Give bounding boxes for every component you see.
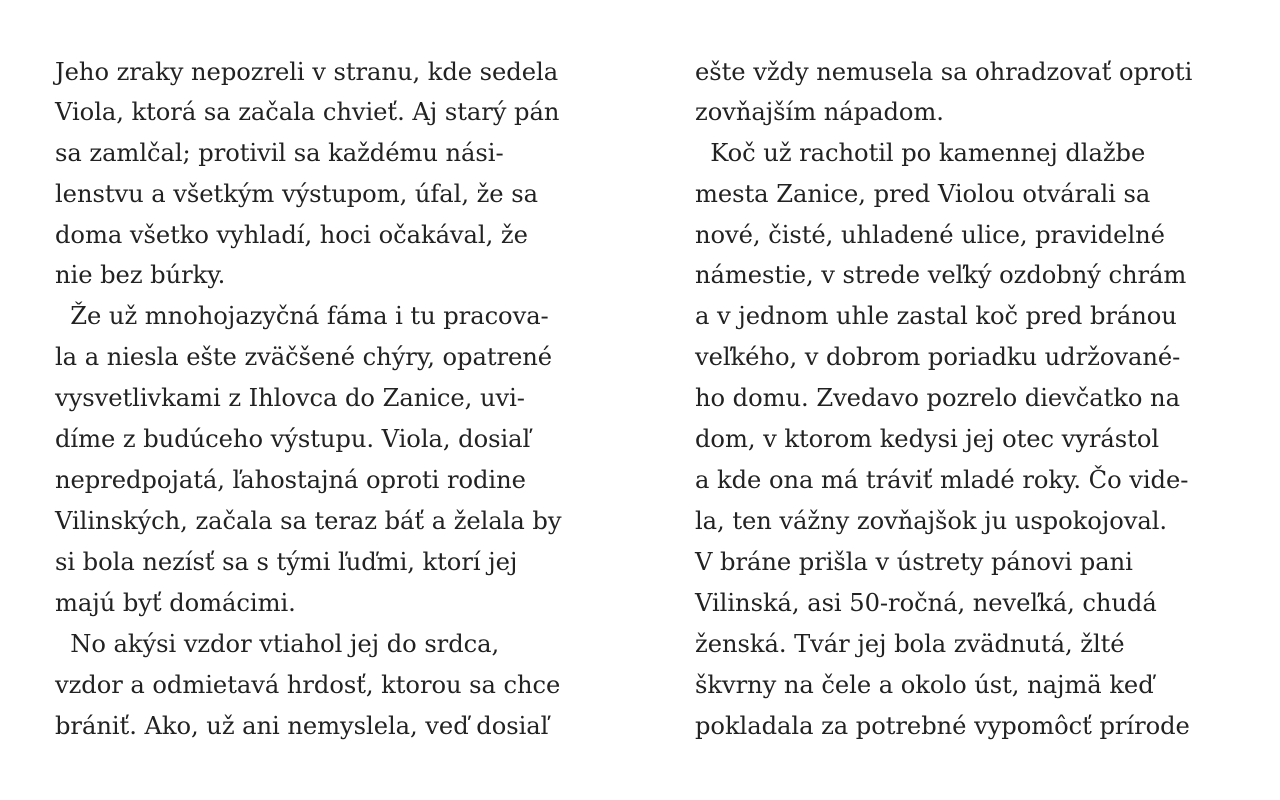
text-line: la a niesla ešte zväčšené chýry, opatrené — [55, 343, 553, 371]
text-line: a kde ona má tráviť mladé roky. Čo vide- — [695, 466, 1189, 494]
left-page — [55, 0, 615, 800]
text-line: Jeho zraky nepozreli v stranu, kde sedela — [55, 58, 559, 86]
text-line: vzdor a odmietavá hrdosť, ktorou sa chce — [55, 671, 561, 699]
text-line: pokladala za potrebné vypomôcť prírode — [695, 712, 1190, 740]
text-line: díme z budúceho výstupu. Viola, dosiaľ — [55, 425, 531, 453]
right-page — [695, 0, 1255, 800]
text-line: V bráne prišla v ústrety pánovi pani — [695, 548, 1133, 576]
text-line: majú byť domácimi. — [55, 589, 296, 617]
text-line: nové, čisté, uhladené ulice, pravidelné — [695, 221, 1165, 249]
text-line: Koč už rachotil po kamennej dlažbe — [695, 139, 1146, 167]
text-line: a v jednom uhle zastal koč pred bránou — [695, 302, 1177, 330]
text-line: doma všetko vyhladí, hoci očakával, že — [55, 221, 528, 249]
text-line: dom, v ktorom kedysi jej otec vyrástol — [695, 425, 1160, 453]
text-line: nie bez búrky. — [55, 261, 226, 289]
text-line: veľkého, v dobrom poriadku udržované- — [695, 343, 1181, 371]
text-line: lenstvu a všetkým výstupom, úfal, že sa — [55, 180, 538, 208]
text-line: ešte vždy nemusela sa ohradzovať oproti — [695, 58, 1193, 86]
text-line: sa zamlčal; protivil sa každému nási- — [55, 139, 504, 167]
text-line: Že už mnohojazyčná fáma i tu pracova- — [55, 302, 549, 330]
text-line: Viola, ktorá sa začala chvieť. Aj starý pán — [55, 98, 560, 126]
text-line: zovňajším nápadom. — [695, 98, 944, 126]
text-line: vysvetlivkami z Ihlovca do Zanice, uvi- — [55, 384, 525, 412]
text-line: škvrny na čele a okolo úst, najmä keď — [695, 671, 1154, 699]
text-line: ho domu. Zvedavo pozrelo dievčatko na — [695, 384, 1180, 412]
text-line: nepredpojatá, ľahostajná oproti rodine — [55, 466, 526, 494]
text-line: mesta Zanice, pred Violou otvárali sa — [695, 180, 1151, 208]
text-line: námestie, v strede veľký ozdobný chrám — [695, 261, 1187, 289]
text-line: ženská. Tvár jej bola zvädnutá, žlté — [695, 630, 1125, 658]
text-line: la, ten vážny zovňajšok ju uspokojoval. — [695, 507, 1168, 535]
text-line: si bola nezísť sa s tými ľuďmi, ktorí jej — [55, 548, 518, 576]
text-line: No akýsi vzdor vtiahol jej do srdca, — [55, 630, 500, 658]
text-line: brániť. Ako, už ani nemyslela, veď dosiaľ — [55, 712, 549, 740]
text-line: Vilinská, asi 50-ročná, neveľká, chudá — [695, 589, 1157, 617]
text-line: Vilinských, začala sa teraz báť a želala by — [55, 507, 562, 535]
